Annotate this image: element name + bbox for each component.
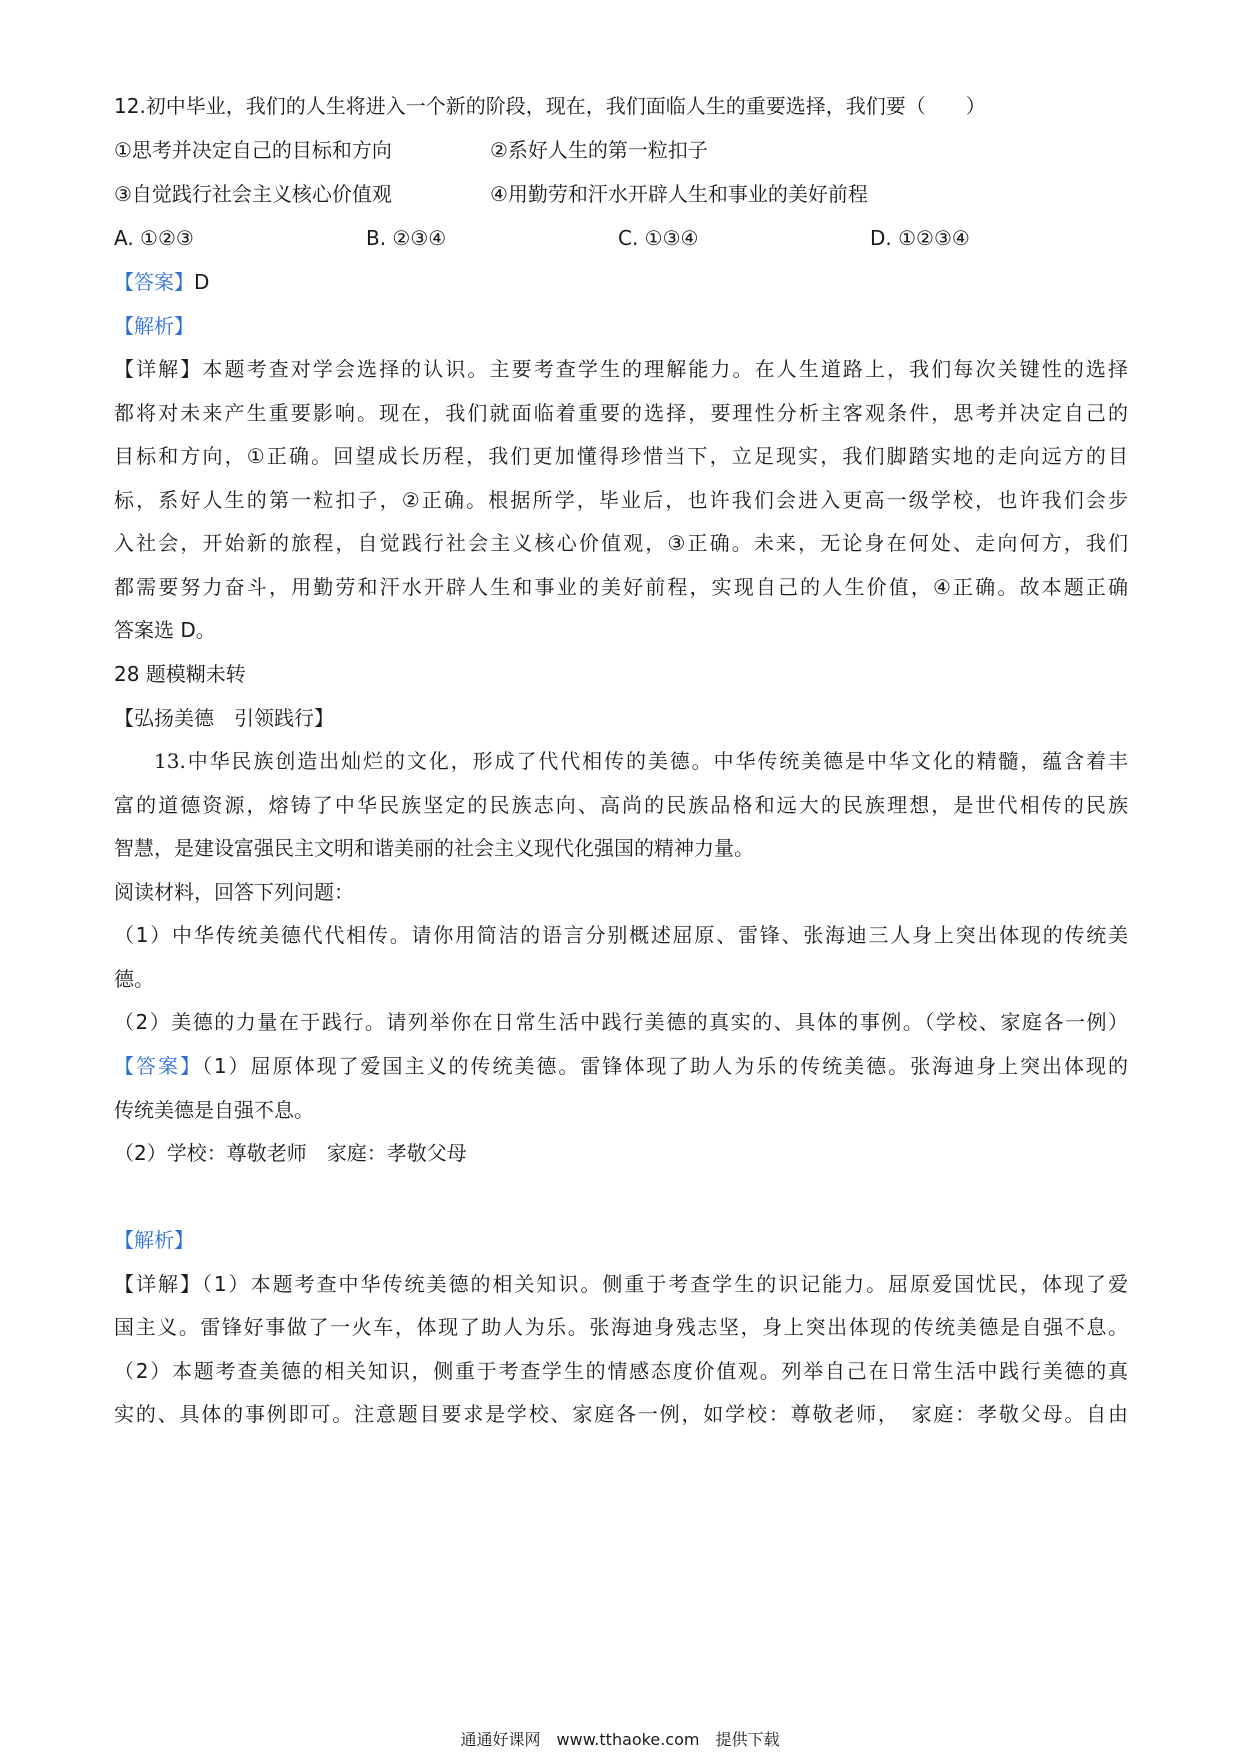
q13-answer-line: （2）学校：尊敬老师 家庭：孝敬父母	[114, 1141, 467, 1165]
section-title: 【弘扬美德 引领践行】	[114, 706, 334, 730]
q12-option-a: A. ①②③	[114, 226, 194, 250]
q12-option-b: B. ②③④	[366, 226, 447, 250]
q12-detail-line: 目标和方向，①正确。回望成长历程，我们更加懂得珍惜当下，立足现实，我们脚踏实地的走向远方的目	[114, 444, 1128, 468]
q12-item-1: ①思考并决定自己的目标和方向	[114, 138, 392, 162]
q12-stem: 12.初中毕业，我们的人生将进入一个新的阶段，现在，我们面临人生的重要选择，我们要（ ）	[114, 94, 986, 118]
note-line: 28 题模糊未转	[114, 662, 246, 686]
answer-value: D	[194, 270, 210, 294]
q12-item-3: ③自觉践行社会主义核心价值观	[114, 182, 392, 206]
q13-sub2: （2）美德的力量在于践行。请列举你在日常生活中践行美德的真实的、具体的事例。（学校、家庭各一例）	[114, 1010, 1128, 1034]
q13-answer-line	[114, 1053, 1128, 1079]
answer-text: （1）屈原体现了爱国主义的传统美德。雷锋体现了助人为乐的传统美德。张海迪身上突出体现的	[201, 1054, 1128, 1078]
q13-stem-line: 13.中华民族创造出灿烂的文化，形成了代代相传的美德。中华传统美德是中华文化的精髓，蕴含着丰	[154, 749, 1128, 773]
q13-analysis-tag: 【解析】	[114, 1228, 194, 1252]
q13-answer-line: 传统美德是自强不息。	[114, 1098, 314, 1122]
q13-stem-line: 智慧，是建设富强民主文明和谐美丽的社会主义现代化强国的精神力量。	[114, 836, 754, 860]
q12-analysis-tag: 【解析】	[114, 314, 194, 338]
answer-tag: 【答案】	[114, 270, 194, 294]
q13-detail-line: 国主义。雷锋好事做了一火车，体现了助人为乐。张海迪身残志坚，身上突出体现的传统美德是自强不息。	[114, 1315, 1128, 1339]
q12-detail-line: 都需要努力奋斗，用勤劳和汗水开辟人生和事业的美好前程，实现自己的人生价值，④正确。故本题正确	[114, 575, 1128, 599]
q12-answer	[114, 269, 209, 295]
q13-detail-line: 【详解】（1）本题考查中华传统美德的相关知识。侧重于考查学生的识记能力。屈原爱国忧民，体现了爱	[114, 1272, 1128, 1296]
answer-tag: 【答案】	[114, 1054, 202, 1078]
q12-option-d: D. ①②③④	[870, 226, 970, 250]
q13-sub1-line: （1）中华传统美德代代相传。请你用简洁的语言分别概述屈原、雷锋、张海迪三人身上突出体现的传统美	[114, 923, 1128, 947]
q12-item-4: ④用勤劳和汗水开辟人生和事业的美好前程	[490, 182, 868, 206]
q13-detail-line: 实的、具体的事例即可。注意题目要求是学校、家庭各一例，如学校：尊敬老师， 家庭：孝敬父母。自由	[114, 1402, 1128, 1426]
q12-item-2: ②系好人生的第一粒扣子	[490, 138, 708, 162]
q12-detail-line: 【详解】本题考查对学会选择的认识。主要考查学生的理解能力。在人生道路上，我们每次关键性的选择	[114, 357, 1128, 381]
q13-stem-line: 富的道德资源，熔铸了中华民族坚定的民族志向、高尚的民族品格和远大的民族理想，是世代相传的民族	[114, 793, 1128, 817]
q12-detail-line: 标，系好人生的第一粒扣子，②正确。根据所学，毕业后，也许我们会进入更高一级学校，也许我们会步	[114, 488, 1128, 512]
q12-detail-line: 入社会，开始新的旅程，自觉践行社会主义核心价值观，③正确。未来，无论身在何处、走向何方，我们	[114, 531, 1128, 555]
q12-detail-line: 都将对未来产生重要影响。现在，我们就面临着重要的选择，要理性分析主客观条件，思考并决定自己的	[114, 401, 1128, 425]
q13-prompt: 阅读材料，回答下列问题：	[114, 880, 354, 904]
q12-option-c: C. ①③④	[618, 226, 699, 250]
q12-detail-line: 答案选 D。	[114, 618, 216, 642]
q13-sub1-line: 德。	[114, 967, 154, 991]
footer: 通通好课网 www.tthaoke.com 提供下载	[460, 1730, 780, 1749]
q13-detail-line: （2）本题考查美德的相关知识，侧重于考查学生的情感态度价值观。列举自己在日常生活中践行美德的真	[114, 1359, 1128, 1383]
